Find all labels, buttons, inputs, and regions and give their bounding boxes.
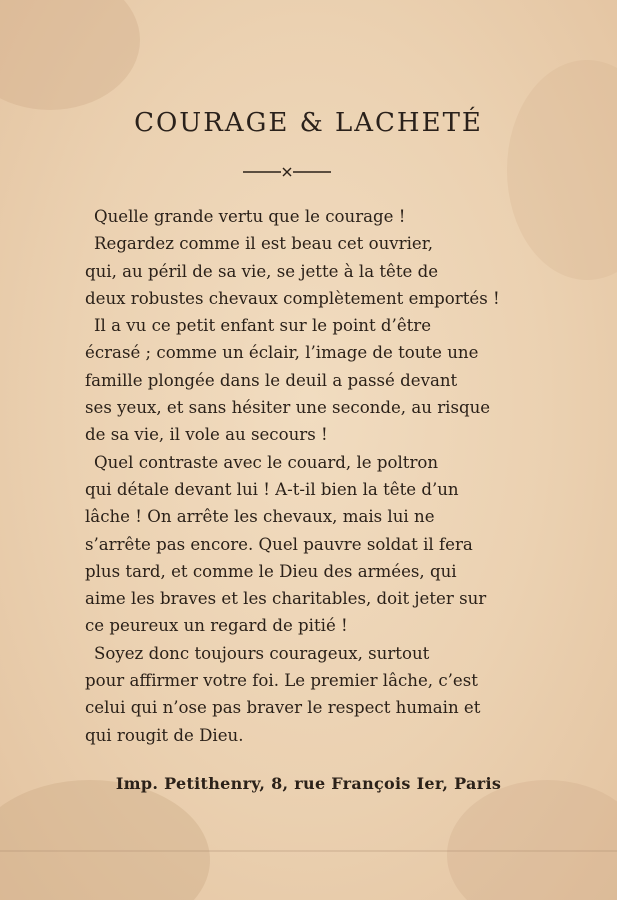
paper-stain [0, 0, 140, 110]
printer-imprint: Imp. Petithenry, 8, rue François Ier, Paris [115, 774, 502, 793]
text-line: Regardez comme il est beau cet ouvrier, [94, 234, 434, 254]
text-line: qui détale devant lui ! A-t-il bien la tête d’un [85, 479, 459, 499]
divider-ornament [243, 165, 331, 179]
text-line: aime les braves et les charitables, doit jeter sur [85, 589, 487, 609]
text-line: famille plongée dans le deuil a passé devant [85, 370, 458, 390]
text-line: lâche ! On arrête les chevaux, mais lui ne [85, 507, 435, 527]
text-line: celui qui n’ose pas braver le respect humain et [85, 698, 481, 718]
text-line: deux robustes chevaux complètement emportés ! [85, 288, 500, 308]
body-text [85, 203, 517, 749]
paper-stain [507, 60, 617, 280]
text-line: s’arrête pas encore. Quel pauvre soldat il fera [85, 534, 473, 554]
text-line: Quel contraste avec le couard, le poltron [94, 452, 439, 472]
card-title: COURAGE & LACHETÉ [134, 108, 483, 138]
text-line: qui, au péril de sa vie, se jette à la tête de [85, 261, 439, 281]
text-line: Soyez donc toujours courageux, surtout [94, 643, 430, 663]
text-line: Quelle grande vertu que le courage ! [94, 207, 406, 226]
paper-crease [0, 850, 617, 852]
text-line: ce peureux un regard de pitié ! [85, 616, 348, 636]
text-line: écrasé ; comme un éclair, l’image de toute une [85, 343, 479, 363]
text-line: qui rougit de Dieu. [85, 725, 244, 745]
paper-stain [0, 780, 210, 900]
paper-stain [447, 780, 617, 900]
text-line: pour affirmer votre foi. Le premier lâche, c’est [85, 671, 478, 691]
text-line: Il a vu ce petit enfant sur le point d’être [94, 316, 432, 336]
text-line: ses yeux, et sans hésiter une seconde, au risque [85, 398, 491, 418]
text-line: plus tard, et comme le Dieu des armées, qui [85, 561, 457, 581]
text-line: de sa vie, il vole au secours ! [85, 425, 328, 445]
